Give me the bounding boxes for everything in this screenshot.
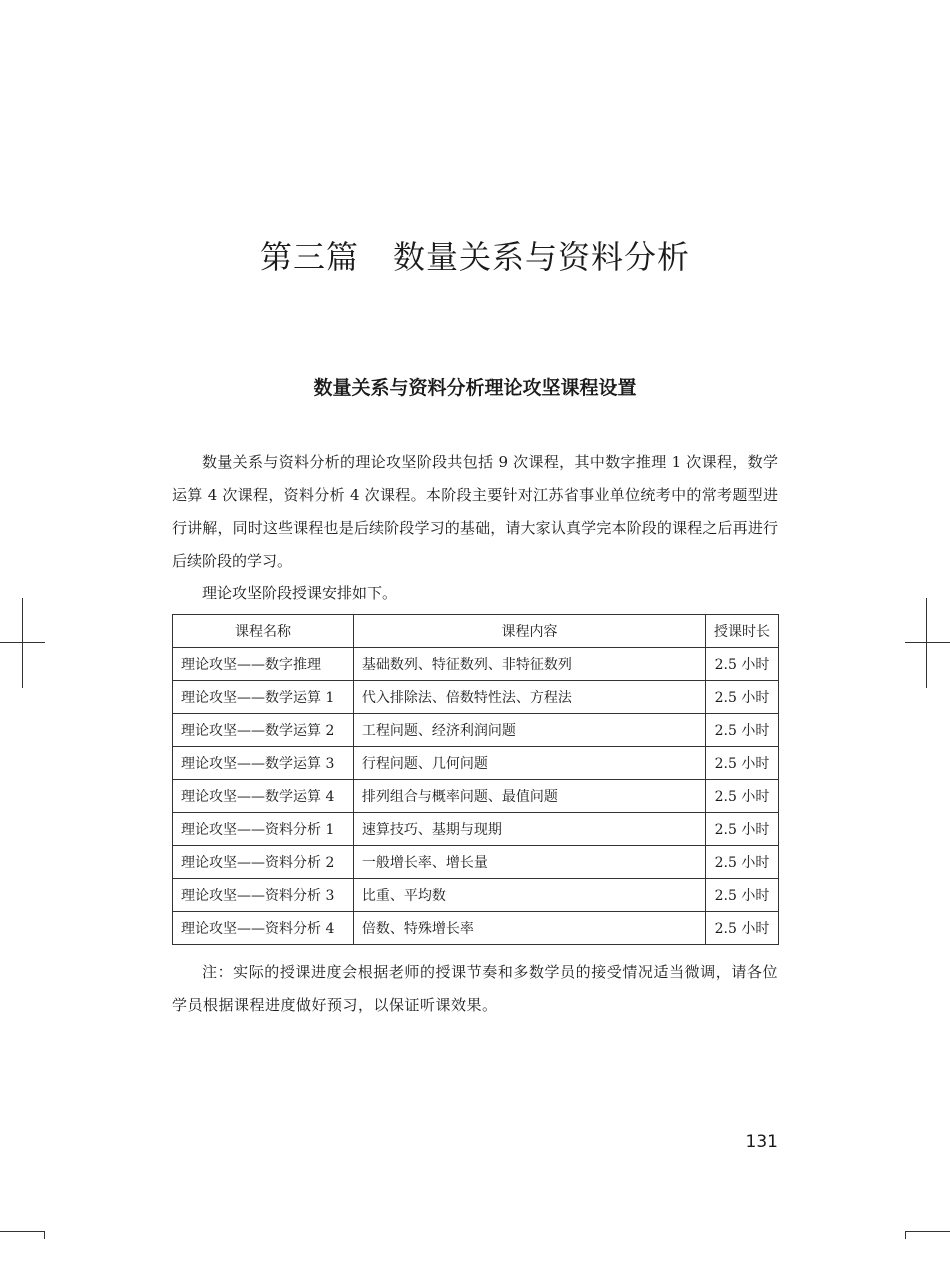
crop-mark-bottom-left-horizontal <box>0 1231 45 1232</box>
table-row <box>173 780 779 813</box>
course-content-cell: 速算技巧、基期与现期 <box>353 813 705 846</box>
adjustment-note: 注：实际的授课进度会根据老师的授课节奏和多数学员的接受情况适当微调，请各位学员根据课程进度做好预习，以保证听课效果。 <box>172 963 778 1014</box>
course-content-cell: 基础数列、特征数列、非特征数列 <box>353 648 705 681</box>
course-content-cell: 倍数、特殊增长率 <box>353 912 705 945</box>
course-name-cell: 理论攻坚——资料分析 2 <box>173 846 354 879</box>
page-number: 131 <box>745 1132 778 1152</box>
course-content-cell: 排列组合与概率问题、最值问题 <box>353 780 705 813</box>
intro-paragraph: 数量关系与资料分析的理论攻坚阶段共包括 9 次课程，其中数字推理 1 次课程，数学运算 4 次课程，资料分析 4 次课程。本阶段主要针对江苏省事业单位统考中的常考题型进行讲解，同时这些课程也是后续阶段学习的基础，请大家认真学完本阶段的课程之后再进行后续阶段的学习。 <box>172 453 778 570</box>
course-name-cell: 理论攻坚——资料分析 3 <box>173 879 354 912</box>
table-row <box>173 714 779 747</box>
course-content-cell: 比重、平均数 <box>353 879 705 912</box>
table-row <box>173 813 779 846</box>
table-row <box>173 648 779 681</box>
crop-mark-bottom-left-vertical <box>44 1231 45 1239</box>
course-name-cell: 理论攻坚——数学运算 2 <box>173 714 354 747</box>
part-name: 数量关系与资料分析 <box>393 238 691 276</box>
course-name-cell: 理论攻坚——资料分析 1 <box>173 813 354 846</box>
crop-mark-left-vertical <box>22 598 23 688</box>
part-label: 第三篇 <box>259 238 359 276</box>
arrangement-line: 理论攻坚阶段授课安排如下。 <box>202 584 398 602</box>
crop-mark-bottom-right-vertical <box>905 1231 906 1239</box>
course-hours-cell: 2.5 小时 <box>705 780 778 813</box>
course-hours-cell: 2.5 小时 <box>705 879 778 912</box>
table-row <box>173 681 779 714</box>
table-row <box>173 747 779 780</box>
table-row <box>173 879 779 912</box>
crop-mark-bottom-right-horizontal <box>905 1231 950 1232</box>
course-name-cell: 理论攻坚——数学运算 3 <box>173 747 354 780</box>
crop-mark-right-horizontal <box>905 642 950 643</box>
table-row <box>173 912 779 945</box>
course-name-cell: 理论攻坚——资料分析 4 <box>173 912 354 945</box>
course-hours-cell: 2.5 小时 <box>705 648 778 681</box>
course-content-cell: 工程问题、经济利润问题 <box>353 714 705 747</box>
course-hours-cell: 2.5 小时 <box>705 681 778 714</box>
header-course-content: 课程内容 <box>353 615 705 648</box>
table-row <box>173 846 779 879</box>
course-hours-cell: 2.5 小时 <box>705 912 778 945</box>
crop-mark-right-vertical <box>926 598 927 688</box>
course-name-cell: 理论攻坚——数字推理 <box>173 648 354 681</box>
course-hours-cell: 2.5 小时 <box>705 714 778 747</box>
course-content-cell: 一般增长率、增长量 <box>353 846 705 879</box>
course-schedule-table <box>172 614 779 945</box>
course-name-cell: 理论攻坚——数学运算 4 <box>173 780 354 813</box>
part-title <box>0 232 950 278</box>
table-header-row <box>173 615 779 648</box>
course-content-cell: 行程问题、几何问题 <box>353 747 705 780</box>
header-course-name: 课程名称 <box>173 615 354 648</box>
header-course-hours: 授课时长 <box>705 615 778 648</box>
course-hours-cell: 2.5 小时 <box>705 846 778 879</box>
course-hours-cell: 2.5 小时 <box>705 747 778 780</box>
course-name-cell: 理论攻坚——数学运算 1 <box>173 681 354 714</box>
crop-mark-left-horizontal <box>0 642 45 643</box>
section-title: 数量关系与资料分析理论攻坚课程设置 <box>313 377 637 399</box>
course-hours-cell: 2.5 小时 <box>705 813 778 846</box>
course-content-cell: 代入排除法、倍数特性法、方程法 <box>353 681 705 714</box>
